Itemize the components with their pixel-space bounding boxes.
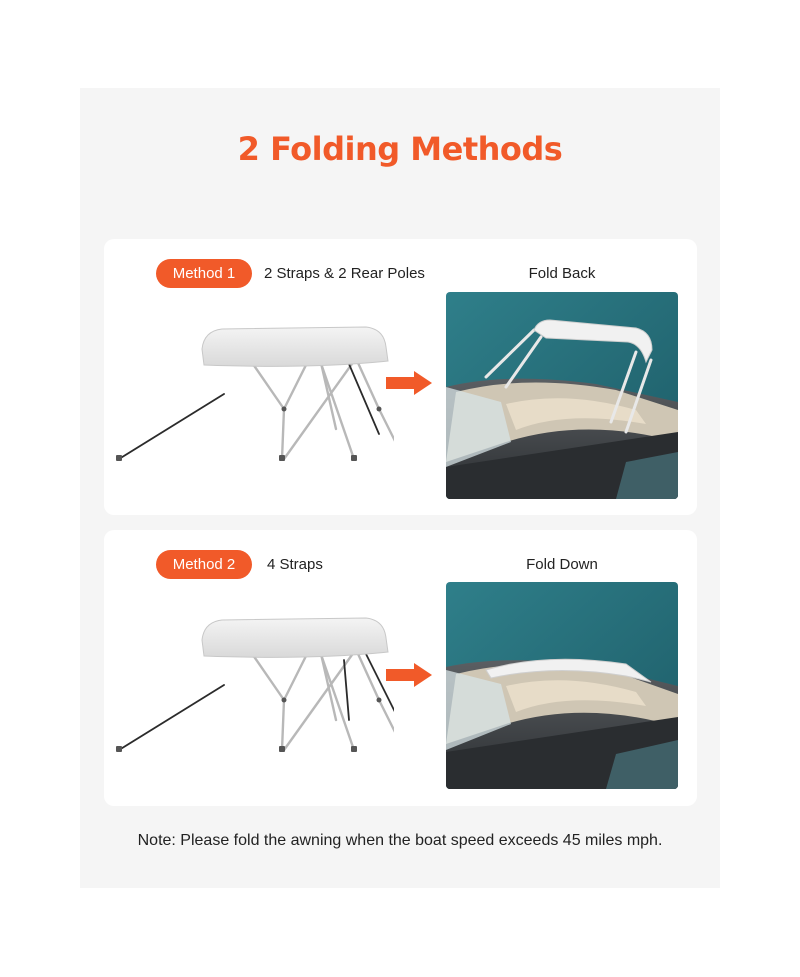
method-2-fold-label: Fold Down (526, 556, 598, 573)
method-2-badge: Method 2 (156, 550, 252, 579)
arrow-right-icon (386, 371, 434, 395)
speed-note: Note: Please fold the awning when the boat speed exceeds 45 miles mph. (137, 832, 663, 849)
method-1-fold-label: Fold Back (528, 265, 596, 282)
method-1-badge: Method 1 (156, 259, 252, 288)
boat-fold-back-photo (446, 292, 678, 499)
method-1-card (104, 239, 697, 515)
bimini-top-rear-poles-illustration (104, 309, 394, 489)
boat-fold-down-photo (446, 582, 678, 789)
infographic-panel (80, 88, 720, 888)
method-2-description: 4 Straps (267, 556, 323, 573)
method-1-description: 2 Straps & 2 Rear Poles (264, 265, 425, 282)
bimini-top-straps-illustration (104, 600, 394, 780)
page-title: 2 Folding Methods (237, 130, 563, 168)
method-2-card (104, 530, 697, 806)
arrow-right-icon (386, 663, 434, 687)
